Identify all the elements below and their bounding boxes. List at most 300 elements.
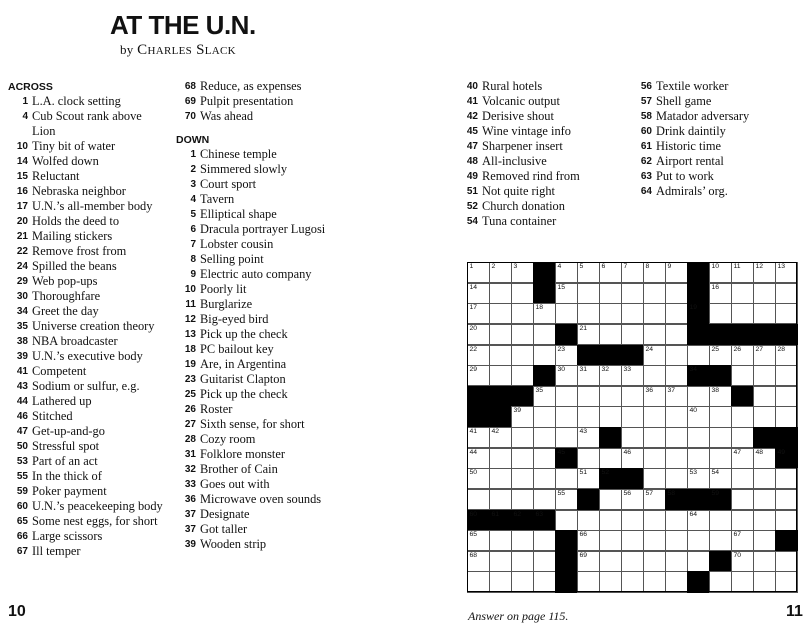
grid-cell[interactable] bbox=[555, 365, 578, 386]
grid-cell[interactable] bbox=[555, 345, 578, 366]
grid-block bbox=[599, 468, 622, 489]
clue-text: Poker payment bbox=[32, 484, 107, 498]
grid-cell[interactable] bbox=[555, 489, 578, 510]
grid-cell[interactable] bbox=[643, 427, 666, 448]
clue-number: 33 bbox=[184, 479, 196, 490]
clue-text: U.N.’s peacekeeping body bbox=[32, 499, 163, 513]
grid-cell[interactable] bbox=[489, 468, 512, 489]
clue-text: Lobster cousin bbox=[200, 237, 274, 251]
grid-cell[interactable] bbox=[709, 448, 732, 469]
grid-cell[interactable] bbox=[775, 386, 798, 407]
grid-cell[interactable] bbox=[511, 551, 534, 572]
grid-block bbox=[511, 510, 534, 531]
clue-number: 68 bbox=[184, 81, 196, 92]
grid-block bbox=[687, 571, 710, 592]
grid-cell[interactable] bbox=[753, 530, 776, 551]
grid-cell[interactable] bbox=[489, 262, 512, 283]
grid-block bbox=[577, 489, 600, 510]
clue-text: Universe creation theory bbox=[32, 319, 155, 333]
clue-number: 28 bbox=[184, 434, 196, 445]
clue-text: Sixth sense, for short bbox=[200, 417, 305, 431]
grid-cell[interactable] bbox=[511, 448, 534, 469]
across-clue bbox=[8, 469, 183, 484]
grid-cell[interactable] bbox=[577, 406, 600, 427]
grid-cell[interactable] bbox=[643, 551, 666, 572]
grid-cell[interactable] bbox=[621, 510, 644, 531]
grid-cell[interactable] bbox=[643, 448, 666, 469]
down-clue bbox=[632, 154, 802, 169]
clue-number: 11 bbox=[185, 299, 196, 310]
grid-cell[interactable] bbox=[511, 345, 534, 366]
grid-cell[interactable] bbox=[687, 345, 710, 366]
grid-cell[interactable] bbox=[621, 489, 644, 510]
grid-cell[interactable] bbox=[753, 283, 776, 304]
grid-cell[interactable] bbox=[577, 468, 600, 489]
grid-cell[interactable] bbox=[687, 386, 710, 407]
clue-number: 65 bbox=[16, 516, 28, 527]
grid-cell[interactable] bbox=[753, 489, 776, 510]
clue-number: 54 bbox=[466, 216, 478, 227]
grid-cell[interactable] bbox=[555, 283, 578, 304]
clue-number: 29 bbox=[16, 276, 28, 287]
grid-cell[interactable] bbox=[577, 283, 600, 304]
grid-cell[interactable] bbox=[731, 406, 754, 427]
grid-cell[interactable] bbox=[621, 303, 644, 324]
grid-cell[interactable] bbox=[665, 448, 688, 469]
grid-cell[interactable] bbox=[665, 303, 688, 324]
grid-cell[interactable] bbox=[533, 324, 556, 345]
down-clue bbox=[458, 139, 628, 154]
across-clue bbox=[8, 319, 183, 334]
down-clues-column-4 bbox=[632, 79, 802, 199]
grid-cell[interactable] bbox=[665, 283, 688, 304]
grid-cell[interactable] bbox=[709, 468, 732, 489]
grid-cell[interactable] bbox=[599, 448, 622, 469]
byline bbox=[120, 42, 236, 59]
grid-cell[interactable] bbox=[511, 303, 534, 324]
grid-cell[interactable] bbox=[643, 365, 666, 386]
grid-cell[interactable] bbox=[555, 406, 578, 427]
grid-cell[interactable] bbox=[555, 303, 578, 324]
grid-cell[interactable] bbox=[511, 283, 534, 304]
grid-cell[interactable] bbox=[577, 530, 600, 551]
grid-block bbox=[687, 303, 710, 324]
clue-text: Electric auto company bbox=[200, 267, 312, 281]
grid-block bbox=[577, 345, 600, 366]
clue-number: 6 bbox=[190, 224, 196, 235]
grid-cell[interactable] bbox=[709, 345, 732, 366]
cell-number: 21 bbox=[579, 324, 588, 332]
across-clue bbox=[8, 454, 183, 469]
cell-number: 36 bbox=[645, 386, 654, 394]
grid-cell[interactable] bbox=[533, 303, 556, 324]
clue-text: Mailing stickers bbox=[32, 229, 113, 243]
grid-cell[interactable] bbox=[467, 468, 490, 489]
grid-cell[interactable] bbox=[489, 365, 512, 386]
clue-number: 70 bbox=[184, 111, 196, 122]
grid-cell[interactable] bbox=[555, 386, 578, 407]
grid-cell[interactable] bbox=[577, 324, 600, 345]
grid-cell[interactable] bbox=[599, 510, 622, 531]
grid-cell[interactable] bbox=[753, 345, 776, 366]
grid-cell[interactable] bbox=[489, 448, 512, 469]
grid-cell[interactable] bbox=[489, 283, 512, 304]
grid-block bbox=[687, 262, 710, 283]
grid-cell[interactable] bbox=[665, 427, 688, 448]
grid-cell[interactable] bbox=[621, 283, 644, 304]
grid-block bbox=[555, 571, 578, 592]
grid-cell[interactable] bbox=[687, 427, 710, 448]
grid-cell[interactable] bbox=[665, 262, 688, 283]
grid-cell[interactable] bbox=[533, 551, 556, 572]
down-clue bbox=[176, 312, 346, 327]
cell-number: 59 bbox=[711, 489, 720, 497]
grid-cell[interactable] bbox=[643, 386, 666, 407]
grid-cell[interactable] bbox=[643, 530, 666, 551]
grid-cell[interactable] bbox=[511, 365, 534, 386]
grid-cell[interactable] bbox=[621, 406, 644, 427]
grid-cell[interactable] bbox=[577, 551, 600, 572]
grid-cell[interactable] bbox=[643, 283, 666, 304]
grid-cell[interactable] bbox=[709, 427, 732, 448]
grid-cell[interactable] bbox=[577, 365, 600, 386]
grid-cell[interactable] bbox=[555, 262, 578, 283]
grid-cell[interactable] bbox=[489, 551, 512, 572]
grid-cell[interactable] bbox=[731, 427, 754, 448]
grid-cell[interactable] bbox=[555, 510, 578, 531]
grid-block bbox=[731, 324, 754, 345]
grid-cell[interactable] bbox=[467, 530, 490, 551]
grid-block bbox=[687, 324, 710, 345]
grid-cell[interactable] bbox=[665, 345, 688, 366]
grid-cell[interactable] bbox=[687, 406, 710, 427]
cell-number: 2 bbox=[491, 263, 496, 270]
grid-cell[interactable] bbox=[467, 303, 490, 324]
grid-cell[interactable] bbox=[775, 262, 798, 283]
clue-text: In the thick of bbox=[32, 469, 102, 483]
grid-cell[interactable] bbox=[665, 571, 688, 592]
grid-cell[interactable] bbox=[621, 365, 644, 386]
grid-cell[interactable] bbox=[599, 365, 622, 386]
grid-cell[interactable] bbox=[489, 571, 512, 592]
grid-cell[interactable] bbox=[577, 448, 600, 469]
grid-cell[interactable] bbox=[643, 262, 666, 283]
grid-cell[interactable] bbox=[753, 386, 776, 407]
cell-number: 7 bbox=[623, 263, 628, 270]
grid-cell[interactable] bbox=[665, 468, 688, 489]
grid-cell[interactable] bbox=[731, 262, 754, 283]
grid-cell[interactable] bbox=[533, 468, 556, 489]
grid-cell[interactable] bbox=[599, 283, 622, 304]
down-clue bbox=[458, 124, 628, 139]
grid-cell[interactable] bbox=[709, 406, 732, 427]
grid-cell[interactable] bbox=[621, 530, 644, 551]
grid-cell[interactable] bbox=[599, 571, 622, 592]
grid-cell[interactable] bbox=[731, 530, 754, 551]
grid-cell[interactable] bbox=[731, 283, 754, 304]
grid-cell[interactable] bbox=[643, 303, 666, 324]
byline-author: Charles Slack bbox=[137, 42, 236, 58]
down-clue bbox=[632, 79, 802, 94]
grid-cell[interactable] bbox=[687, 530, 710, 551]
grid-cell[interactable] bbox=[709, 303, 732, 324]
grid-cell[interactable] bbox=[731, 468, 754, 489]
grid-cell[interactable] bbox=[467, 571, 490, 592]
grid-cell[interactable] bbox=[577, 510, 600, 531]
grid-cell[interactable] bbox=[709, 510, 732, 531]
grid-cell[interactable] bbox=[489, 303, 512, 324]
grid-cell[interactable] bbox=[753, 448, 776, 469]
grid-cell[interactable] bbox=[599, 489, 622, 510]
grid-cell[interactable] bbox=[665, 530, 688, 551]
grid-cell[interactable] bbox=[665, 365, 688, 386]
across-clue bbox=[8, 304, 183, 319]
grid-cell[interactable] bbox=[775, 406, 798, 427]
grid-cell[interactable] bbox=[753, 303, 776, 324]
cell-number: 39 bbox=[513, 407, 522, 415]
grid-cell[interactable] bbox=[467, 345, 490, 366]
cell-number: 31 bbox=[579, 366, 588, 374]
grid-cell[interactable] bbox=[775, 303, 798, 324]
grid-cell[interactable] bbox=[643, 510, 666, 531]
grid-cell[interactable] bbox=[709, 283, 732, 304]
clues-column-2 bbox=[176, 79, 346, 552]
grid-cell[interactable] bbox=[643, 324, 666, 345]
grid-cell[interactable] bbox=[753, 510, 776, 531]
cell-number: 12 bbox=[755, 263, 764, 270]
grid-cell[interactable] bbox=[467, 365, 490, 386]
grid-cell[interactable] bbox=[731, 551, 754, 572]
grid-cell[interactable] bbox=[577, 262, 600, 283]
grid-cell[interactable] bbox=[621, 448, 644, 469]
grid-cell[interactable] bbox=[709, 386, 732, 407]
grid-cell[interactable] bbox=[665, 324, 688, 345]
grid-cell[interactable] bbox=[709, 262, 732, 283]
grid-cell[interactable] bbox=[511, 530, 534, 551]
grid-cell[interactable] bbox=[753, 468, 776, 489]
grid-cell[interactable] bbox=[731, 303, 754, 324]
grid-cell[interactable] bbox=[467, 448, 490, 469]
grid-cell[interactable] bbox=[533, 448, 556, 469]
clue-text: Derisive shout bbox=[482, 109, 554, 123]
clue-number: 45 bbox=[466, 126, 478, 137]
clue-text: Roster bbox=[200, 402, 233, 416]
grid-cell[interactable] bbox=[775, 489, 798, 510]
grid-block bbox=[709, 489, 732, 510]
grid-cell[interactable] bbox=[489, 489, 512, 510]
down-clue bbox=[176, 522, 346, 537]
grid-cell[interactable] bbox=[599, 386, 622, 407]
grid-cell[interactable] bbox=[533, 530, 556, 551]
grid-cell[interactable] bbox=[731, 448, 754, 469]
clue-number: 39 bbox=[16, 351, 28, 362]
cell-number: 33 bbox=[623, 366, 632, 374]
grid-cell[interactable] bbox=[731, 489, 754, 510]
across-clue bbox=[8, 409, 183, 424]
grid-cell[interactable] bbox=[775, 510, 798, 531]
down-clue bbox=[458, 184, 628, 199]
across-clue bbox=[8, 199, 183, 214]
grid-cell[interactable] bbox=[533, 406, 556, 427]
grid-cell[interactable] bbox=[489, 530, 512, 551]
grid-cell[interactable] bbox=[775, 365, 798, 386]
grid-cell[interactable] bbox=[533, 386, 556, 407]
clue-number: 39 bbox=[184, 539, 196, 550]
grid-cell[interactable] bbox=[643, 345, 666, 366]
grid-cell[interactable] bbox=[489, 427, 512, 448]
grid-cell[interactable] bbox=[467, 427, 490, 448]
grid-cell[interactable] bbox=[665, 510, 688, 531]
grid-cell[interactable] bbox=[599, 551, 622, 572]
grid-cell[interactable] bbox=[511, 468, 534, 489]
grid-cell[interactable] bbox=[467, 551, 490, 572]
grid-cell[interactable] bbox=[753, 365, 776, 386]
down-clue bbox=[176, 297, 346, 312]
grid-cell[interactable] bbox=[775, 551, 798, 572]
grid-cell[interactable] bbox=[775, 571, 798, 592]
grid-cell[interactable] bbox=[753, 551, 776, 572]
grid-cell[interactable] bbox=[709, 530, 732, 551]
clue-text: Removed rind from bbox=[482, 169, 580, 183]
grid-cell[interactable] bbox=[577, 303, 600, 324]
grid-cell[interactable] bbox=[621, 324, 644, 345]
clue-text: Historic time bbox=[656, 139, 722, 153]
grid-cell[interactable] bbox=[775, 468, 798, 489]
grid-cell[interactable] bbox=[555, 468, 578, 489]
grid-cell[interactable] bbox=[533, 571, 556, 592]
grid-cell[interactable] bbox=[731, 510, 754, 531]
across-clue bbox=[8, 544, 183, 559]
down-clue bbox=[176, 357, 346, 372]
grid-cell[interactable] bbox=[533, 489, 556, 510]
grid-block bbox=[555, 530, 578, 551]
clue-number: 31 bbox=[184, 449, 196, 460]
clue-number: 60 bbox=[640, 126, 652, 137]
grid-cell[interactable] bbox=[511, 427, 534, 448]
down-clue bbox=[632, 124, 802, 139]
grid-cell[interactable] bbox=[577, 427, 600, 448]
grid-cell[interactable] bbox=[731, 365, 754, 386]
cell-number: 70 bbox=[733, 551, 742, 559]
grid-cell[interactable] bbox=[511, 324, 534, 345]
across-clue bbox=[8, 364, 183, 379]
grid-cell[interactable] bbox=[577, 386, 600, 407]
grid-cell[interactable] bbox=[709, 571, 732, 592]
across-clue bbox=[8, 394, 183, 409]
grid-cell[interactable] bbox=[621, 571, 644, 592]
clue-text-continued: Lion bbox=[32, 124, 56, 138]
clue-number: 53 bbox=[16, 456, 28, 467]
clue-number: 66 bbox=[16, 531, 28, 542]
grid-cell[interactable] bbox=[753, 571, 776, 592]
clue-number: 23 bbox=[184, 374, 196, 385]
clue-number: 67 bbox=[16, 546, 28, 557]
grid-cell[interactable] bbox=[467, 324, 490, 345]
clue-text: Selling point bbox=[200, 252, 264, 266]
grid-cell[interactable] bbox=[467, 283, 490, 304]
grid-cell[interactable] bbox=[489, 324, 512, 345]
across-clue bbox=[8, 169, 183, 184]
grid-cell[interactable] bbox=[599, 406, 622, 427]
down-clue bbox=[176, 192, 346, 207]
clue-number: 49 bbox=[466, 171, 478, 182]
down-clue bbox=[176, 282, 346, 297]
grid-cell[interactable] bbox=[511, 406, 534, 427]
grid-cell[interactable] bbox=[621, 551, 644, 572]
grid-cell[interactable] bbox=[599, 324, 622, 345]
grid-cell[interactable] bbox=[511, 489, 534, 510]
grid-cell[interactable] bbox=[511, 262, 534, 283]
down-clue bbox=[632, 139, 802, 154]
grid-cell[interactable] bbox=[577, 571, 600, 592]
cell-number: 5 bbox=[579, 263, 584, 270]
grid-block bbox=[467, 386, 490, 407]
grid-block bbox=[621, 468, 644, 489]
grid-cell[interactable] bbox=[621, 427, 644, 448]
clue-text: Holds the deed to bbox=[32, 214, 120, 228]
grid-cell[interactable] bbox=[731, 571, 754, 592]
down-clue bbox=[632, 184, 802, 199]
grid-cell[interactable] bbox=[643, 571, 666, 592]
across-clues-column-1 bbox=[8, 79, 183, 559]
grid-cell[interactable] bbox=[643, 468, 666, 489]
grid-cell[interactable] bbox=[533, 345, 556, 366]
grid-cell[interactable] bbox=[665, 551, 688, 572]
grid-cell[interactable] bbox=[599, 262, 622, 283]
grid-cell[interactable] bbox=[665, 406, 688, 427]
clue-number: 14 bbox=[16, 156, 28, 167]
grid-cell[interactable] bbox=[511, 571, 534, 592]
cell-number: 15 bbox=[557, 283, 566, 291]
grid-block bbox=[665, 489, 688, 510]
across-clue bbox=[176, 94, 346, 109]
grid-block bbox=[709, 551, 732, 572]
grid-cell[interactable] bbox=[687, 551, 710, 572]
grid-cell[interactable] bbox=[753, 262, 776, 283]
grid-cell[interactable] bbox=[753, 406, 776, 427]
clue-text: Tuna container bbox=[482, 214, 557, 228]
grid-cell[interactable] bbox=[467, 262, 490, 283]
grid-cell[interactable] bbox=[731, 345, 754, 366]
cell-number: 52 bbox=[601, 469, 610, 477]
grid-cell[interactable] bbox=[687, 448, 710, 469]
grid-cell[interactable] bbox=[621, 386, 644, 407]
clue-number: 10 bbox=[16, 141, 28, 152]
grid-block bbox=[555, 324, 578, 345]
clue-number: 63 bbox=[640, 171, 652, 182]
grid-cell[interactable] bbox=[599, 303, 622, 324]
grid-cell[interactable] bbox=[687, 510, 710, 531]
grid-cell[interactable] bbox=[643, 406, 666, 427]
grid-cell[interactable] bbox=[775, 283, 798, 304]
grid-cell[interactable] bbox=[775, 345, 798, 366]
grid-cell[interactable] bbox=[621, 262, 644, 283]
cell-number: 60 bbox=[469, 510, 478, 518]
cell-number: 25 bbox=[711, 345, 720, 353]
across-clue bbox=[176, 109, 346, 124]
grid-cell[interactable] bbox=[489, 345, 512, 366]
cell-number: 23 bbox=[557, 345, 566, 353]
grid-cell[interactable] bbox=[643, 489, 666, 510]
clue-text: Some nest eggs, for short bbox=[32, 514, 158, 528]
grid-cell[interactable] bbox=[555, 427, 578, 448]
clue-text: Wolfed down bbox=[32, 154, 99, 168]
grid-cell[interactable] bbox=[467, 489, 490, 510]
grid-cell[interactable] bbox=[665, 386, 688, 407]
grid-cell[interactable] bbox=[687, 468, 710, 489]
grid-cell[interactable] bbox=[533, 427, 556, 448]
grid-cell[interactable] bbox=[599, 530, 622, 551]
